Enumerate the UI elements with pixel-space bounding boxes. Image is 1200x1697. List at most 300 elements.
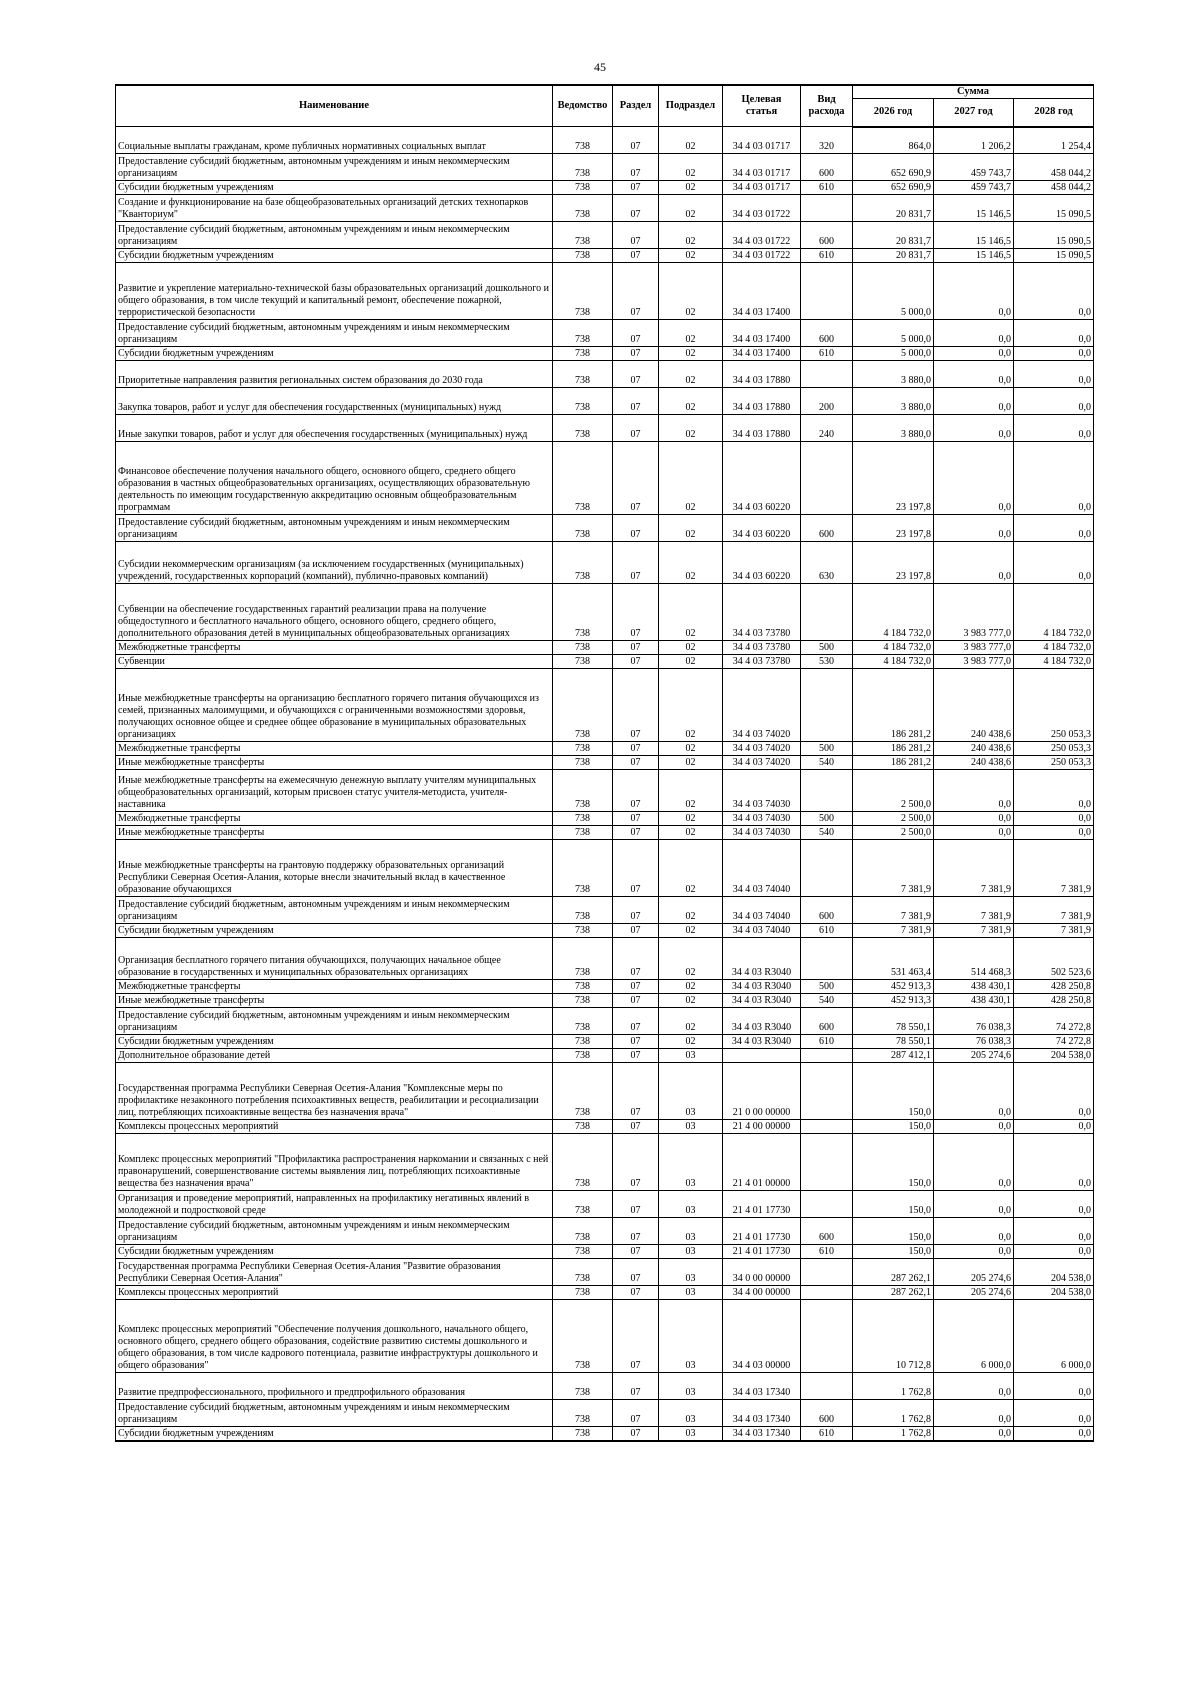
row-dept: 738 [553, 127, 613, 154]
table-row [116, 742, 1094, 756]
row-section: 07 [613, 442, 659, 515]
row-target: 34 4 03 17400 [723, 320, 801, 347]
row-exptype [801, 669, 853, 742]
row-sum-2027: 438 430,1 [934, 994, 1014, 1008]
row-dept: 738 [553, 812, 613, 826]
row-subsection: 03 [659, 1245, 723, 1259]
row-name: Развитие и укрепление материально-технической базы образовательных организаций дошкольного и общего образования, в том числе текущий и капитальный ремонт, обеспечение пожарной, террористической безопасности [116, 263, 553, 320]
row-sum-2028: 428 250,8 [1014, 994, 1094, 1008]
row-section: 07 [613, 1134, 659, 1191]
row-target: 34 4 03 74020 [723, 756, 801, 770]
row-sum-2026: 4 184 732,0 [853, 655, 934, 669]
row-target: 34 4 03 73780 [723, 584, 801, 641]
table-row [116, 1400, 1094, 1427]
row-name: Государственная программа Республики Северная Осетия-Алания "Комплексные меры по профилактике незаконного потребления психоактивных веществ, реабилитации и ресоциализации лиц, потребляющих психоактивные вещества без назначения врача" [116, 1063, 553, 1120]
row-sum-2028: 502 523,6 [1014, 938, 1094, 980]
row-target: 21 4 01 17730 [723, 1245, 801, 1259]
table-row [116, 320, 1094, 347]
row-target: 34 4 03 R3040 [723, 1008, 801, 1035]
row-target: 21 4 00 00000 [723, 1120, 801, 1134]
row-name: Предоставление субсидий бюджетным, автономным учреждениям и иным некоммерческим организациям [116, 320, 553, 347]
table-row [116, 1120, 1094, 1134]
table-row [116, 897, 1094, 924]
row-dept: 738 [553, 897, 613, 924]
row-sum-2027: 0,0 [934, 320, 1014, 347]
row-sum-2028: 4 184 732,0 [1014, 584, 1094, 641]
row-sum-2027: 6 000,0 [934, 1300, 1014, 1373]
budget-table [115, 84, 1094, 1442]
row-sum-2027: 3 983 777,0 [934, 641, 1014, 655]
row-section: 07 [613, 1259, 659, 1286]
row-sum-2027: 0,0 [934, 826, 1014, 840]
row-dept: 738 [553, 515, 613, 542]
row-exptype [801, 1373, 853, 1400]
row-dept: 738 [553, 1427, 613, 1441]
row-exptype: 610 [801, 1427, 853, 1441]
row-subsection: 02 [659, 655, 723, 669]
row-name: Субсидии некоммерческим организациям (за исключением государственных (муниципальных) учреждений, государственных корпораций (компаний), публично-правовых компаний) [116, 542, 553, 584]
row-sum-2027: 0,0 [934, 442, 1014, 515]
row-name: Комплексы процессных мероприятий [116, 1120, 553, 1134]
row-exptype: 320 [801, 127, 853, 154]
row-name: Иные межбюджетные трансферты [116, 756, 553, 770]
row-section: 07 [613, 1427, 659, 1441]
row-target: 34 4 00 00000 [723, 1286, 801, 1300]
row-sum-2027: 15 146,5 [934, 195, 1014, 222]
row-section: 07 [613, 924, 659, 938]
row-sum-2027: 0,0 [934, 263, 1014, 320]
row-subsection: 02 [659, 980, 723, 994]
row-section: 07 [613, 1373, 659, 1400]
row-sum-2026: 186 281,2 [853, 756, 934, 770]
row-sum-2028: 0,0 [1014, 542, 1094, 584]
row-section: 07 [613, 742, 659, 756]
row-dept: 738 [553, 1218, 613, 1245]
row-dept: 738 [553, 154, 613, 181]
row-sum-2026: 1 762,8 [853, 1427, 934, 1441]
row-target: 21 4 01 17730 [723, 1218, 801, 1245]
row-name: Иные межбюджетные трансферты [116, 994, 553, 1008]
row-sum-2028: 7 381,9 [1014, 924, 1094, 938]
row-section: 07 [613, 938, 659, 980]
row-name: Иные межбюджетные трансферты на организацию бесплатного горячего питания обучающихся из семей, признанных малоимущими, и обучающихся с ограниченными возможностями здоровья, получающих основное общее и среднее общее образование в муниципальных образовательных организациях [116, 669, 553, 742]
row-target: 34 4 03 74020 [723, 742, 801, 756]
row-section: 07 [613, 1286, 659, 1300]
row-name: Предоставление субсидий бюджетным, автономным учреждениям и иным некоммерческим организациям [116, 154, 553, 181]
table-row [116, 1300, 1094, 1373]
row-dept: 738 [553, 1300, 613, 1373]
row-subsection: 02 [659, 669, 723, 742]
row-subsection: 03 [659, 1300, 723, 1373]
row-dept: 738 [553, 1035, 613, 1049]
row-name: Субсидии бюджетным учреждениям [116, 924, 553, 938]
row-sum-2028: 0,0 [1014, 1134, 1094, 1191]
row-sum-2028: 0,0 [1014, 812, 1094, 826]
row-section: 07 [613, 840, 659, 897]
row-subsection: 03 [659, 1373, 723, 1400]
row-exptype: 600 [801, 897, 853, 924]
row-subsection: 02 [659, 222, 723, 249]
row-sum-2026: 287 412,1 [853, 1049, 934, 1063]
table-row [116, 924, 1094, 938]
row-exptype [801, 263, 853, 320]
row-dept: 738 [553, 222, 613, 249]
row-subsection: 02 [659, 812, 723, 826]
header-name: Наименование [116, 85, 553, 127]
row-subsection: 02 [659, 181, 723, 195]
row-subsection: 03 [659, 1120, 723, 1134]
row-dept: 738 [553, 1063, 613, 1120]
row-dept: 738 [553, 641, 613, 655]
table-row [116, 641, 1094, 655]
row-section: 07 [613, 1063, 659, 1120]
table-row [116, 1373, 1094, 1400]
row-name: Субвенции на обеспечение государственных гарантий реализации права на получение общедоступного и бесплатного начального общего, основного общего, среднего общего, дополнительного образования детей в муниципальных общеобразовательных организациях [116, 584, 553, 641]
header-target: Целевая статья [723, 85, 801, 127]
row-name: Межбюджетные трансферты [116, 812, 553, 826]
row-sum-2028: 0,0 [1014, 1218, 1094, 1245]
row-sum-2027: 0,0 [934, 415, 1014, 442]
row-dept: 738 [553, 924, 613, 938]
row-sum-2026: 5 000,0 [853, 320, 934, 347]
row-section: 07 [613, 1008, 659, 1035]
row-dept: 738 [553, 1286, 613, 1300]
row-target: 34 4 03 01717 [723, 127, 801, 154]
row-exptype: 500 [801, 812, 853, 826]
row-sum-2026: 2 500,0 [853, 812, 934, 826]
row-section: 07 [613, 584, 659, 641]
row-exptype: 610 [801, 1035, 853, 1049]
table-row [116, 826, 1094, 840]
row-sum-2028: 7 381,9 [1014, 840, 1094, 897]
row-sum-2027: 0,0 [934, 1218, 1014, 1245]
row-sum-2027: 0,0 [934, 770, 1014, 812]
table-row [116, 154, 1094, 181]
table-row [116, 1035, 1094, 1049]
row-sum-2027: 0,0 [934, 542, 1014, 584]
row-name: Субсидии бюджетным учреждениям [116, 1427, 553, 1441]
row-sum-2026: 452 913,3 [853, 994, 934, 1008]
row-exptype: 600 [801, 515, 853, 542]
row-sum-2026: 3 880,0 [853, 388, 934, 415]
row-subsection: 03 [659, 1063, 723, 1120]
table-row [116, 938, 1094, 980]
row-target: 34 4 03 17880 [723, 361, 801, 388]
row-sum-2027: 15 146,5 [934, 249, 1014, 263]
row-exptype: 200 [801, 388, 853, 415]
row-section: 07 [613, 1218, 659, 1245]
row-sum-2026: 20 831,7 [853, 222, 934, 249]
row-sum-2028: 0,0 [1014, 442, 1094, 515]
row-exptype: 610 [801, 181, 853, 195]
row-exptype: 500 [801, 742, 853, 756]
row-sum-2026: 5 000,0 [853, 263, 934, 320]
row-exptype: 610 [801, 1245, 853, 1259]
row-sum-2026: 3 880,0 [853, 415, 934, 442]
row-sum-2026: 186 281,2 [853, 742, 934, 756]
row-exptype [801, 1134, 853, 1191]
row-subsection: 03 [659, 1218, 723, 1245]
row-name: Государственная программа Республики Северная Осетия-Алания "Развитие образования Республики Северная Осетия-Алания" [116, 1259, 553, 1286]
row-subsection: 02 [659, 515, 723, 542]
row-name: Дополнительное образование детей [116, 1049, 553, 1063]
row-sum-2027: 514 468,3 [934, 938, 1014, 980]
row-exptype [801, 938, 853, 980]
row-sum-2028: 0,0 [1014, 515, 1094, 542]
row-exptype [801, 1286, 853, 1300]
row-sum-2027: 0,0 [934, 1245, 1014, 1259]
row-subsection: 02 [659, 361, 723, 388]
row-sum-2026: 20 831,7 [853, 195, 934, 222]
table-row [116, 1218, 1094, 1245]
table-row [116, 127, 1094, 154]
row-sum-2026: 150,0 [853, 1120, 934, 1134]
row-section: 07 [613, 515, 659, 542]
row-sum-2028: 4 184 732,0 [1014, 641, 1094, 655]
row-sum-2026: 78 550,1 [853, 1008, 934, 1035]
table-row [116, 1008, 1094, 1035]
row-dept: 738 [553, 756, 613, 770]
header-subsection: Подраздел [659, 85, 723, 127]
row-section: 07 [613, 1035, 659, 1049]
row-name: Комплекс процессных мероприятий "Обеспечение получения дошкольного, начального общего, основного общего, среднего общего образования, содействие развитию системы дошкольного и общего образования, в том числе кадрового потенциала, развитие инфраструктуры дошкольного и общего образования" [116, 1300, 553, 1373]
row-sum-2027: 0,0 [934, 1400, 1014, 1427]
row-subsection: 02 [659, 1008, 723, 1035]
row-name: Предоставление субсидий бюджетным, автономным учреждениям и иным некоммерческим организациям [116, 1218, 553, 1245]
row-name: Организация и проведение мероприятий, направленных на профилактику негативных явлений в молодежной и подростковой среде [116, 1191, 553, 1218]
row-name: Межбюджетные трансферты [116, 641, 553, 655]
header-sum: Сумма [853, 85, 1094, 99]
row-sum-2028: 458 044,2 [1014, 154, 1094, 181]
row-sum-2027: 0,0 [934, 388, 1014, 415]
row-sum-2026: 864,0 [853, 127, 934, 154]
row-exptype: 600 [801, 1400, 853, 1427]
row-dept: 738 [553, 655, 613, 669]
row-sum-2027: 3 983 777,0 [934, 584, 1014, 641]
row-target: 34 4 03 R3040 [723, 1035, 801, 1049]
row-exptype [801, 770, 853, 812]
row-section: 07 [613, 249, 659, 263]
row-subsection: 02 [659, 542, 723, 584]
row-dept: 738 [553, 669, 613, 742]
row-target: 34 4 03 73780 [723, 655, 801, 669]
row-sum-2027: 15 146,5 [934, 222, 1014, 249]
row-sum-2026: 78 550,1 [853, 1035, 934, 1049]
row-sum-2026: 150,0 [853, 1063, 934, 1120]
row-target: 21 0 00 00000 [723, 1063, 801, 1120]
row-subsection: 02 [659, 442, 723, 515]
row-subsection: 03 [659, 1134, 723, 1191]
row-target: 34 4 03 17340 [723, 1427, 801, 1441]
row-dept: 738 [553, 1259, 613, 1286]
row-subsection: 02 [659, 924, 723, 938]
table-row [116, 655, 1094, 669]
row-sum-2028: 0,0 [1014, 415, 1094, 442]
row-sum-2026: 4 184 732,0 [853, 584, 934, 641]
table-row [116, 388, 1094, 415]
row-name: Закупка товаров, работ и услуг для обеспечения государственных (муниципальных) нужд [116, 388, 553, 415]
row-exptype [801, 442, 853, 515]
row-exptype [801, 1120, 853, 1134]
page-number: 45 [594, 60, 606, 74]
row-sum-2027: 0,0 [934, 347, 1014, 361]
header-exptype: Вид расхода [801, 85, 853, 127]
table-row [116, 263, 1094, 320]
row-sum-2027: 7 381,9 [934, 897, 1014, 924]
row-sum-2026: 7 381,9 [853, 897, 934, 924]
row-name: Организация бесплатного горячего питания обучающихся, получающих начальное общее образование в государственных и муниципальных образовательных организациях [116, 938, 553, 980]
row-sum-2026: 186 281,2 [853, 669, 934, 742]
row-section: 07 [613, 1300, 659, 1373]
row-dept: 738 [553, 1120, 613, 1134]
row-dept: 738 [553, 1373, 613, 1400]
row-subsection: 02 [659, 249, 723, 263]
table-row [116, 347, 1094, 361]
row-sum-2027: 459 743,7 [934, 154, 1014, 181]
row-name: Социальные выплаты гражданам, кроме публичных нормативных социальных выплат [116, 127, 553, 154]
row-target: 34 4 03 60220 [723, 442, 801, 515]
row-subsection: 02 [659, 127, 723, 154]
row-name: Комплексы процессных мероприятий [116, 1286, 553, 1300]
row-sum-2028: 1 254,4 [1014, 127, 1094, 154]
row-name: Предоставление субсидий бюджетным, автономным учреждениям и иным некоммерческим организациям [116, 897, 553, 924]
row-subsection: 03 [659, 1049, 723, 1063]
row-name: Финансовое обеспечение получения начального общего, основного общего, среднего общего образования в частных общеобразовательных организациях, осуществляющих образовательную деятельность по имеющим государственную аккредитацию основным общеобразовательным программам [116, 442, 553, 515]
row-subsection: 02 [659, 263, 723, 320]
row-sum-2026: 150,0 [853, 1134, 934, 1191]
row-name: Развитие предпрофессионального, профильного и предпрофильного образования [116, 1373, 553, 1400]
row-target: 34 4 03 00000 [723, 1300, 801, 1373]
row-sum-2028: 250 053,3 [1014, 742, 1094, 756]
row-sum-2027: 0,0 [934, 1120, 1014, 1134]
row-target: 34 4 03 R3040 [723, 980, 801, 994]
row-section: 07 [613, 994, 659, 1008]
row-target: 34 4 03 01722 [723, 195, 801, 222]
row-name: Предоставление субсидий бюджетным, автономным учреждениям и иным некоммерческим организациям [116, 1008, 553, 1035]
row-section: 07 [613, 770, 659, 812]
row-sum-2028: 0,0 [1014, 1191, 1094, 1218]
row-target: 34 4 03 17340 [723, 1373, 801, 1400]
row-dept: 738 [553, 980, 613, 994]
row-exptype: 500 [801, 980, 853, 994]
table-row [116, 542, 1094, 584]
row-sum-2028: 74 272,8 [1014, 1008, 1094, 1035]
table-row [116, 1063, 1094, 1120]
row-subsection: 02 [659, 584, 723, 641]
row-subsection: 02 [659, 742, 723, 756]
row-sum-2027: 438 430,1 [934, 980, 1014, 994]
row-exptype [801, 840, 853, 897]
table-row [116, 1427, 1094, 1441]
row-sum-2028: 0,0 [1014, 1373, 1094, 1400]
row-sum-2028: 0,0 [1014, 361, 1094, 388]
table-row [116, 1245, 1094, 1259]
row-dept: 738 [553, 1008, 613, 1035]
row-sum-2028: 204 538,0 [1014, 1259, 1094, 1286]
row-sum-2028: 0,0 [1014, 388, 1094, 415]
row-target: 34 4 03 60220 [723, 515, 801, 542]
row-target: 34 4 03 74040 [723, 840, 801, 897]
row-sum-2027: 76 038,3 [934, 1008, 1014, 1035]
row-section: 07 [613, 1049, 659, 1063]
row-sum-2028: 204 538,0 [1014, 1286, 1094, 1300]
table-row [116, 770, 1094, 812]
row-subsection: 03 [659, 1427, 723, 1441]
row-dept: 738 [553, 826, 613, 840]
row-subsection: 02 [659, 770, 723, 812]
row-dept: 738 [553, 1049, 613, 1063]
row-exptype [801, 1300, 853, 1373]
table-header [116, 85, 1094, 127]
row-section: 07 [613, 127, 659, 154]
table-row [116, 812, 1094, 826]
header-2028: 2028 год [1014, 99, 1094, 127]
row-section: 07 [613, 347, 659, 361]
row-subsection: 03 [659, 1286, 723, 1300]
row-sum-2027: 459 743,7 [934, 181, 1014, 195]
row-sum-2027: 0,0 [934, 1134, 1014, 1191]
table-row [116, 1049, 1094, 1063]
row-sum-2027: 240 438,6 [934, 742, 1014, 756]
row-exptype [801, 1049, 853, 1063]
row-subsection: 02 [659, 347, 723, 361]
header-2027: 2027 год [934, 99, 1014, 127]
row-sum-2028: 7 381,9 [1014, 897, 1094, 924]
row-subsection: 03 [659, 1400, 723, 1427]
row-sum-2027: 0,0 [934, 1191, 1014, 1218]
row-subsection: 02 [659, 938, 723, 980]
row-section: 07 [613, 980, 659, 994]
row-section: 07 [613, 361, 659, 388]
row-subsection: 02 [659, 1035, 723, 1049]
row-sum-2028: 0,0 [1014, 1245, 1094, 1259]
row-dept: 738 [553, 195, 613, 222]
row-sum-2026: 452 913,3 [853, 980, 934, 994]
row-section: 07 [613, 826, 659, 840]
row-sum-2027: 205 274,6 [934, 1259, 1014, 1286]
row-dept: 738 [553, 584, 613, 641]
row-subsection: 02 [659, 826, 723, 840]
row-sum-2027: 205 274,6 [934, 1049, 1014, 1063]
row-target: 34 4 03 74040 [723, 897, 801, 924]
table-body [116, 127, 1094, 1441]
row-target: 34 4 03 74030 [723, 812, 801, 826]
row-dept: 738 [553, 263, 613, 320]
row-sum-2028: 458 044,2 [1014, 181, 1094, 195]
row-sum-2026: 2 500,0 [853, 770, 934, 812]
row-sum-2028: 428 250,8 [1014, 980, 1094, 994]
row-sum-2026: 4 184 732,0 [853, 641, 934, 655]
row-dept: 738 [553, 1245, 613, 1259]
table-row [116, 756, 1094, 770]
table-row [116, 1286, 1094, 1300]
table-row [116, 994, 1094, 1008]
row-sum-2027: 7 381,9 [934, 924, 1014, 938]
table-row [116, 415, 1094, 442]
row-target: 34 4 03 17340 [723, 1400, 801, 1427]
row-dept: 738 [553, 1400, 613, 1427]
row-section: 07 [613, 1400, 659, 1427]
table-row [116, 515, 1094, 542]
row-section: 07 [613, 897, 659, 924]
row-sum-2026: 652 690,9 [853, 181, 934, 195]
row-exptype: 610 [801, 347, 853, 361]
table-row [116, 1259, 1094, 1286]
row-name: Межбюджетные трансферты [116, 742, 553, 756]
row-name: Иные межбюджетные трансферты [116, 826, 553, 840]
table-row [116, 195, 1094, 222]
row-dept: 738 [553, 742, 613, 756]
